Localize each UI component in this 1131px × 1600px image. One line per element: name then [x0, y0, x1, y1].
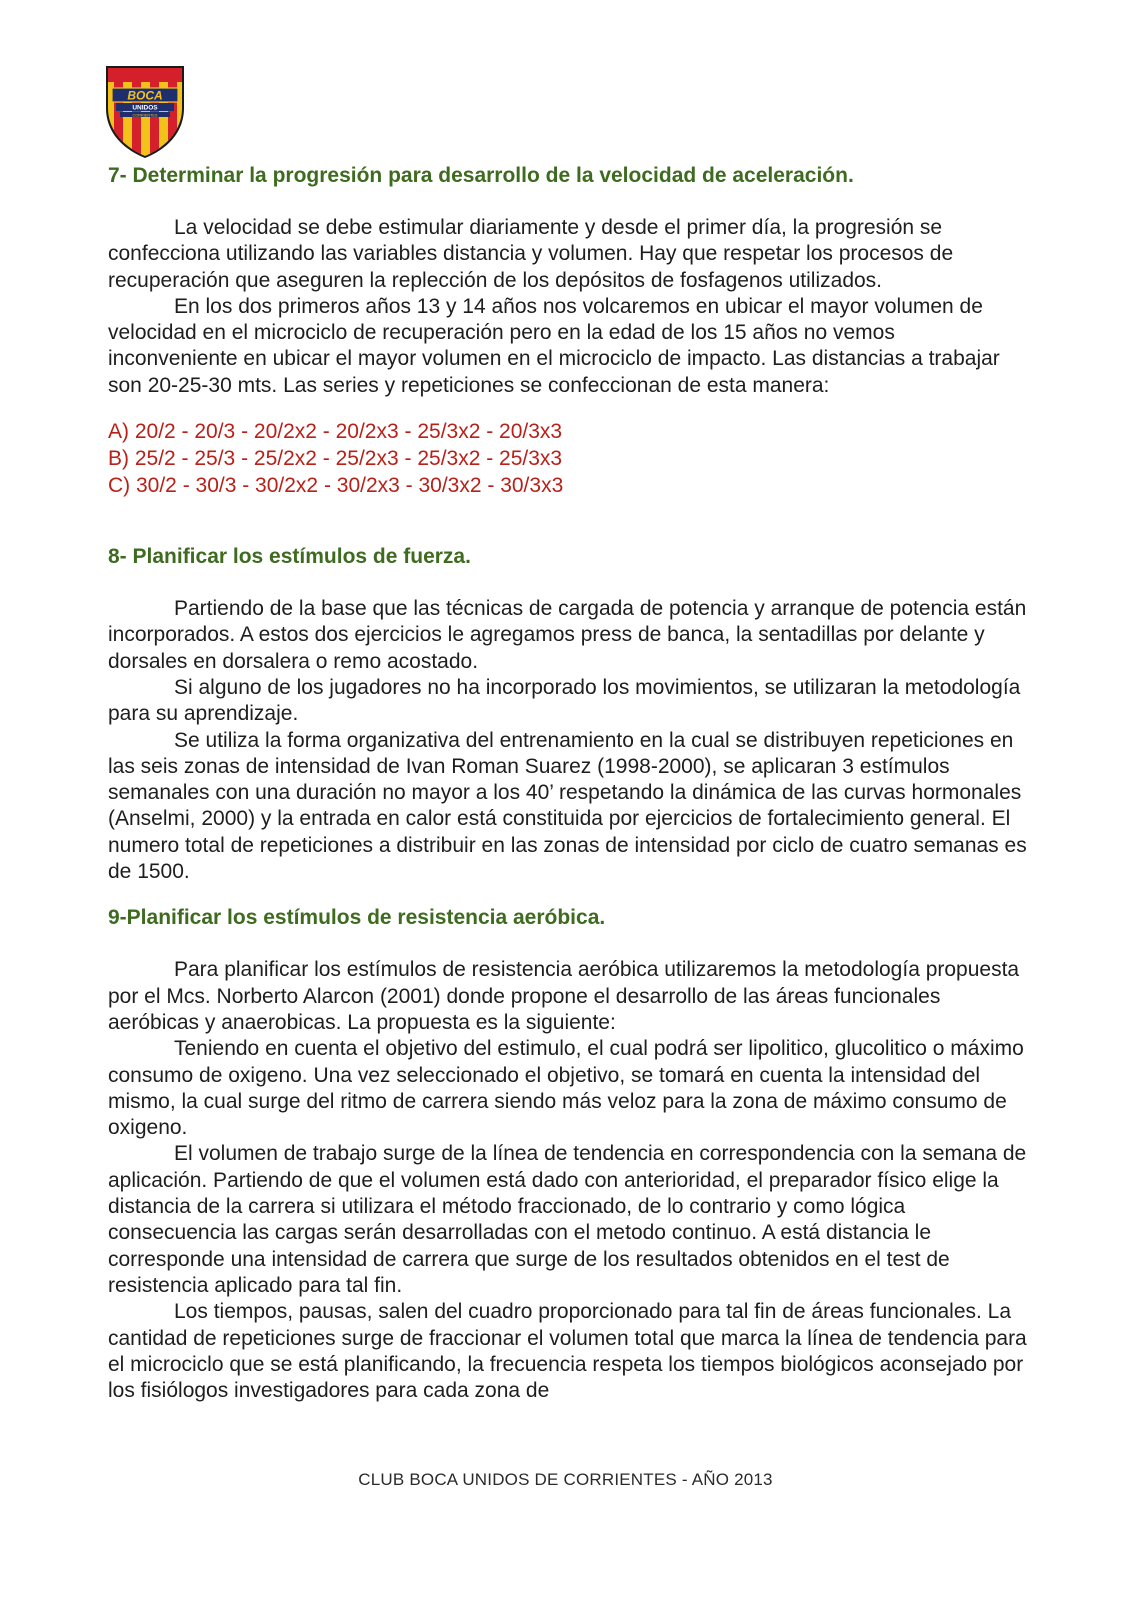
series-line-c: C) 30/2 - 30/3 - 30/2x2 - 30/2x3 - 30/3x2 - 30/3x3	[108, 474, 564, 498]
section-7-paragraph: En los dos primeros años 13 y 14 años nos volcaremos en ubicar el mayor volumen de velocidad en el microciclo de recuperación pero en la edad de los 15 años no vemos inconveniente en ubicar el mayor volumen en el microciclo de impacto. Las distancias a trabajar son 20-25-30 mts. Las series y repeticiones se confeccionan de esta manera:	[108, 294, 1000, 397]
section-7-heading: 7- Determinar la progresión para desarrollo de la velocidad de aceleración.	[108, 164, 854, 187]
section-8-paragraph: Se utiliza la forma organizativa del entrenamiento en la cual se distribuyen repeticiones en las seis zonas de intensidad de Ivan Roman Suarez (1998-2000), se aplicaran 3 estímulos semanales con una duración no mayor a los 40’ respetando la dinámica de las curvas hormonales (Anselmi, 2000) y la entrada en calor está constituida por ejercicios de fortalecimiento general. El numero total de repeticiones a distribuir en las zonas de intensidad por ciclo de cuatro semanas es de 1500.	[108, 728, 1027, 884]
section-9-heading: 9-Planificar los estímulos de resistencia aeróbica.	[108, 906, 606, 930]
club-crest-logo	[104, 64, 186, 158]
section-8-paragraph: Si alguno de los jugadores no ha incorporado los movimientos, se utilizaran la metodología para su aprendizaje.	[108, 675, 1021, 726]
section-7-paragraph: La velocidad se debe estimular diariamente y desde el primer día, la progresión se confecciona utilizando las variables distancia y volumen. Hay que respetar los procesos de recuperación que aseguren la replección de los depósitos de fosfagenos utilizados.	[108, 216, 954, 292]
page-footer: CLUB BOCA UNIDOS DE CORRIENTES - AÑO 2013	[358, 1470, 773, 1489]
section-9-paragraph: Teniendo en cuenta el objetivo del estimulo, el cual podrá ser lipolitico, glucolitico o máximo consumo de oxigeno. Una vez seleccionado el objetivo, se tomará en cuenta la intensidad del mismo, la cual surge del ritmo de carrera siendo más veloz para la zona de máximo consumo de oxigeno.	[108, 1037, 1024, 1140]
crest-word-corrientes: CORRIENTES	[132, 113, 158, 118]
section-9-paragraph: Los tiempos, pausas, salen del cuadro proporcionado para tal fin de áreas funcionales. La cantidad de repeticiones surge de fraccionar el volumen total que marca la línea de tendencia para el microciclo que se está planificando, la frecuencia respeta los tiempos biológicos aconsejado por los fisiólogos investigadores para cada zona de	[108, 1300, 1027, 1403]
crest-word-unidos: UNIDOS	[132, 104, 158, 112]
section-9-paragraph: El volumen de trabajo surge de la línea de tendencia en correspondencia con la semana de aplicación. Partiendo de que el volumen está dado con anterioridad, el preparador físico elige la distancia de la carrera si utilizara el método fraccionado, de lo contrario y como lógica consecuencia las cargas serán desarrolladas con el metodo continuo. A está distancia le corresponde una intensidad de carrera que surge de los resultados obtenidos en el test de resistencia aplicado para tal fin.	[108, 1142, 1027, 1297]
section-9-paragraph: Para planificar los estímulos de resistencia aeróbica utilizaremos la metodología propuesta por el Mcs. Norberto Alarcon (2001) donde propone el desarrollo de las áreas funcionales aeróbicas y anaerobicas. La propuesta es la siguiente:	[108, 958, 1020, 1034]
crest-word-boca: BOCA	[127, 88, 163, 103]
section-8-heading: 8- Planificar los estímulos de fuerza.	[108, 545, 471, 569]
section-8-paragraph: Partiendo de la base que las técnicas de cargada de potencia y arranque de potencia están incorporados. A estos dos ejercicios le agregamos press de banca, la sentadillas por delante y dorsales en dorsalera o remo acostado.	[108, 597, 1027, 673]
series-line-a: A) 20/2 - 20/3 - 20/2x2 - 20/2x3 - 25/3x2 - 20/3x3	[108, 420, 563, 444]
document-body	[108, 162, 1028, 1404]
series-line-b: B) 25/2 - 25/3 - 25/2x2 - 25/2x3 - 25/3x2 - 25/3x3	[108, 447, 563, 471]
